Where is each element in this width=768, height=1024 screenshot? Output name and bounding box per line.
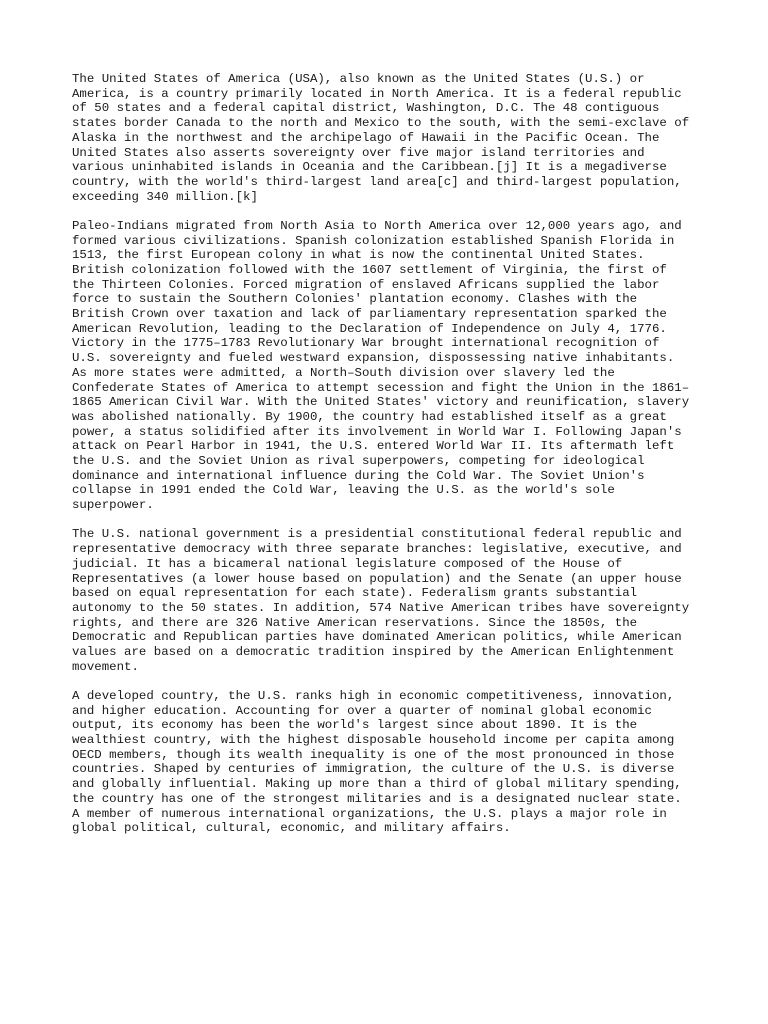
paragraph-economy: A developed country, the U.S. ranks high in economic competitiveness, innovation, and higher education. Accounting for over a quarter of nominal global economic output, its economy has been the world's largest since about 1890. It is the wealthiest country, with the highest disposable household income per capita among OECD members, though its wealth inequality is one of the most pronounced in those countries. Shaped by centuries of immigration, the culture of the U.S. is diverse and globally influential. Making up more than a third of global military spending, the country has one of the strongest militaries and is a designated nuclear state. A member of numerous international organizations, the U.S. plays a major role in global political, cultural, economic, and military affairs.: [72, 688, 682, 836]
paragraph-intro: The United States of America (USA), also known as the United States (U.S.) or America, is a country primarily located in North America. It is a federal republic of 50 states and a federal capital district, Washington, D.C. The 48 contiguous states border Canada to the north and Mexico to the south, with the semi-exclave of Alaska in the northwest and the archipelago of Hawaii in the Pacific Ocean. The United States also asserts sovereignty over five major island territories and various uninhabited islands in Oceania and the Caribbean.[j] It is a megadiverse country, with the world's third-largest land area[c] and third-largest population, exceeding 340 million.[k]: [72, 72, 690, 204]
paragraph-history: Paleo-Indians migrated from North Asia to North America over 12,000 years ago, and formed various civilizations. Spanish colonization established Spanish Florida in 1513, the first European colony in what is now the continental United States. British colonization followed with the 1607 settlement of Virginia, the first of the Thirteen Colonies. Forced migration of enslaved Africans supplied the labor force to sustain the Southern Colonies' plantation economy. Clashes with the British Crown over taxation and lack of parliamentary representation sparked the American Revolution, leading to the Declaration of Independence on July 4, 1776. Victory in the 1775–1783 Revolutionary War brought international recognition of U.S. sovereignty and fueled westward expansion, dispossessing native inhabitants. As more states were admitted, a North–South division over slavery led the Confederate States of America to attempt secession and fight the Union in the 1861– 1865 American Civil War. With the United States' victory and reunification, slavery was abolished nationally. By 1900, the country had established itself as a great power, a status solidified after its involvement in World War I. Following Japan's attack on Pearl Harbor in 1941, the U.S. entered World War II. Its aftermath left the U.S. and the Soviet Union as rival superpowers, competing for ideological dominance and international influence during the Cold War. The Soviet Union's collapse in 1991 ended the Cold War, leaving the U.S. as the world's sole superpower.: [72, 218, 690, 513]
paragraph-government: The U.S. national government is a presidential constitutional federal republic and representative democracy with three separate branches: legislative, executive, and judicial. It has a bicameral national legislature composed of the House of Representatives (a lower house based on population) and the Senate (an upper house based on equal representation for each state). Federalism grants substantial autonomy to the 50 states. In addition, 574 Native American tribes have sovereignty rights, and there are 326 Native American reservations. Since the 1850s, the Democratic and Republican parties have dominated American politics, while American values are based on a democratic tradition inspired by the American Enlightenment movement.: [72, 527, 690, 674]
